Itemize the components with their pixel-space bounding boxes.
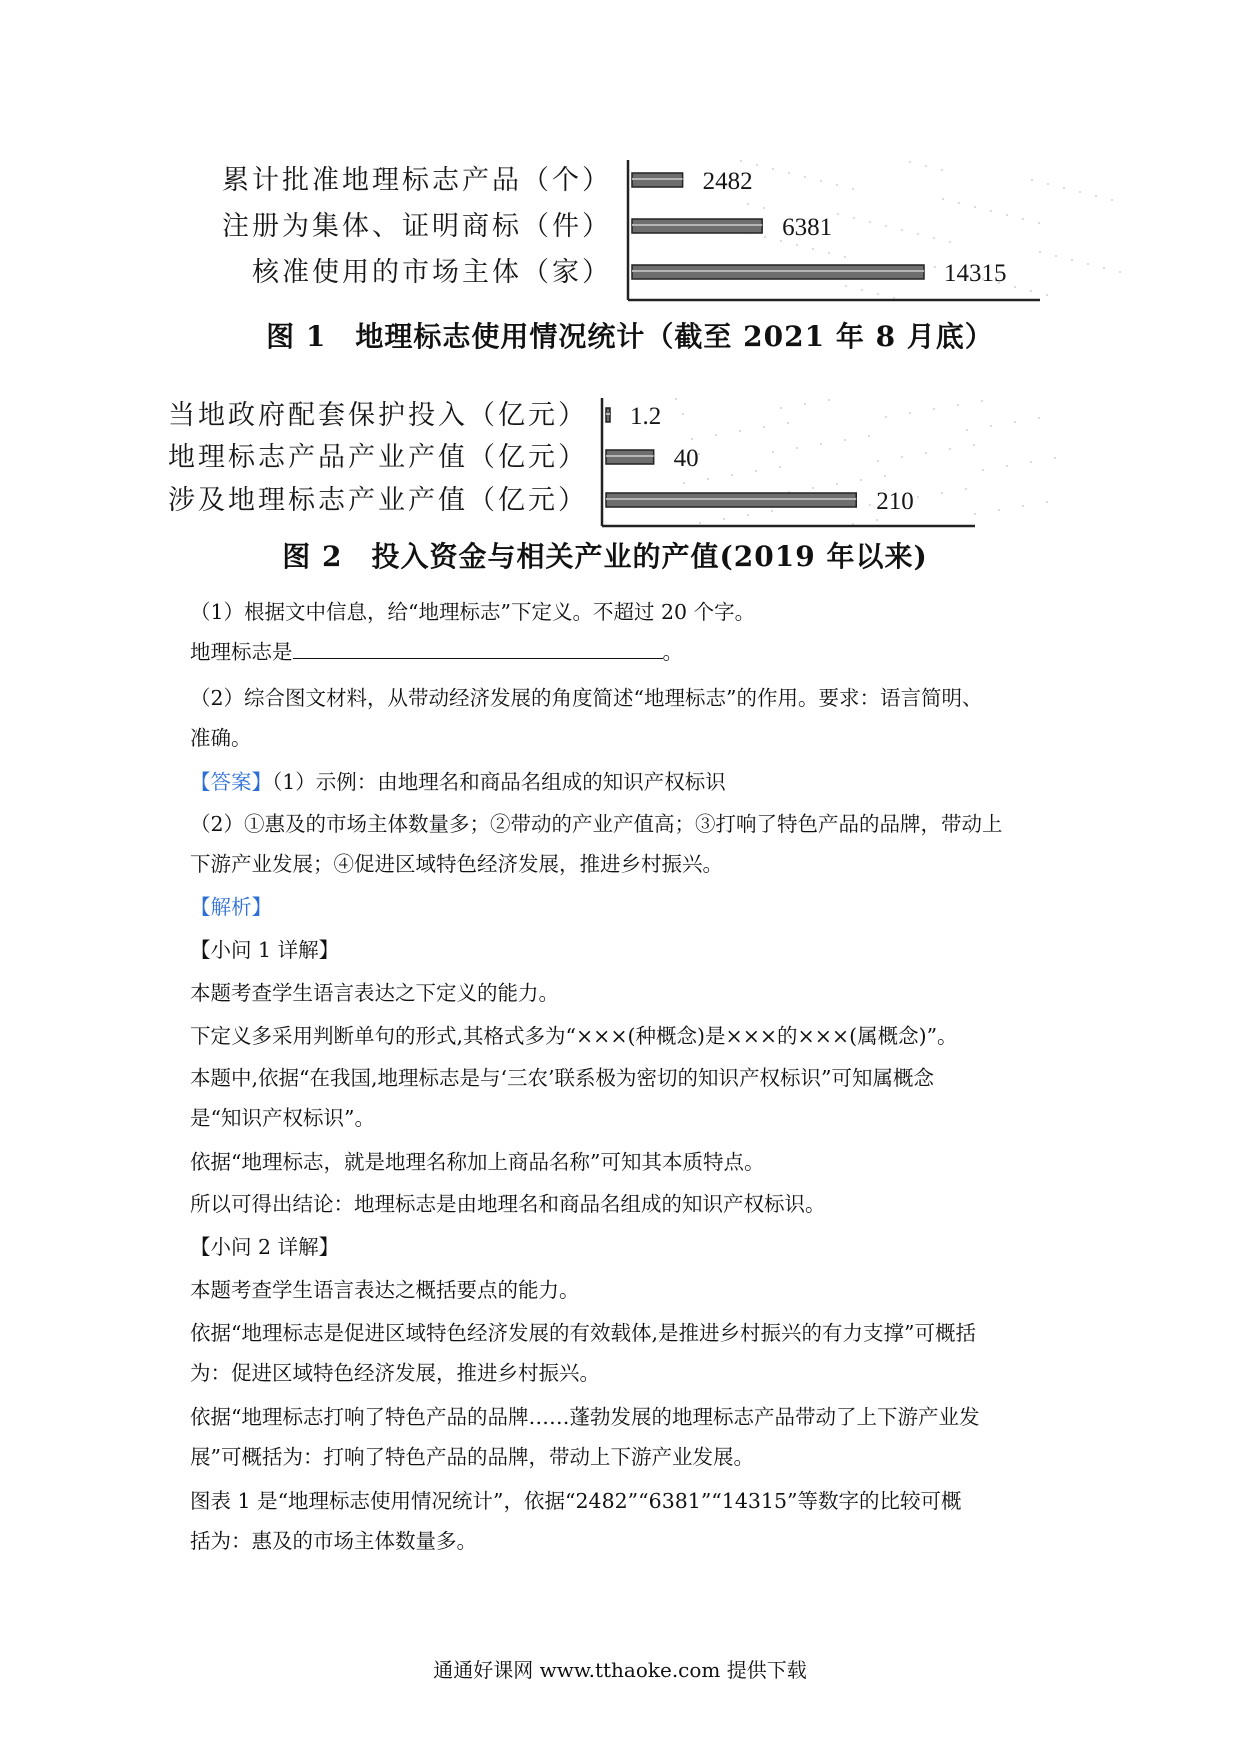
scan-speck bbox=[860, 479, 862, 481]
scan-speck bbox=[1038, 222, 1040, 224]
scan-speck bbox=[957, 404, 959, 406]
scan-speck bbox=[836, 483, 838, 485]
sub2-paragraph-4b: 括为：惠及的市场主体数量多。 bbox=[190, 1529, 477, 1553]
scan-speck bbox=[764, 236, 766, 238]
scan-speck bbox=[1054, 457, 1056, 459]
scan-speck bbox=[1006, 214, 1008, 216]
scan-speck bbox=[1022, 505, 1024, 507]
analysis-tag: 【解析】 bbox=[190, 895, 272, 919]
scan-speck bbox=[917, 496, 919, 498]
scan-speck bbox=[820, 443, 822, 445]
value-label: 14315 bbox=[943, 260, 1007, 287]
scan-speck bbox=[780, 407, 782, 409]
scan-speck bbox=[966, 429, 968, 431]
scan-speck bbox=[965, 488, 967, 490]
scan-speck bbox=[740, 160, 742, 162]
scan-speck bbox=[844, 256, 846, 258]
answer-blank bbox=[293, 638, 663, 659]
scan-speck bbox=[852, 188, 854, 190]
blank-prefix: 地理标志是 bbox=[190, 640, 293, 664]
category-label: 核准使用的市场主体（家） bbox=[252, 257, 612, 288]
scan-speck bbox=[796, 447, 798, 449]
figure-2 bbox=[0, 380, 1240, 580]
value-label: 210 bbox=[876, 488, 914, 515]
scan-speck bbox=[949, 241, 951, 243]
scan-speck bbox=[1030, 290, 1032, 292]
scan-speck bbox=[772, 451, 774, 453]
category-label: 累计批准地理标志产品（个） bbox=[222, 165, 612, 196]
scan-speck bbox=[756, 164, 758, 166]
scan-speck bbox=[901, 456, 903, 458]
scan-speck bbox=[828, 399, 830, 401]
sub1-paragraph-3b: 是“知识产权标识”。 bbox=[190, 1106, 375, 1130]
scan-speck bbox=[1031, 179, 1033, 181]
scan-speck bbox=[771, 510, 773, 512]
scan-speck bbox=[941, 169, 943, 171]
scan-speck bbox=[1039, 251, 1041, 253]
scan-speck bbox=[772, 168, 774, 170]
sub1-paragraph-2: 下定义多采用判断单句的形式,其格式多为“×××(种概念)是×××的×××(属概念)”。 bbox=[190, 1024, 958, 1048]
scan-speck bbox=[787, 422, 789, 424]
scan-speck bbox=[812, 248, 814, 250]
chart-2 bbox=[0, 380, 1240, 580]
scan-speck bbox=[981, 400, 983, 402]
scan-speck bbox=[1087, 263, 1089, 265]
question-1: （1）根据文中信息，给“地理标志”下定义。不超过 20 个字。 bbox=[190, 600, 756, 624]
category-label: 注册为集体、证明商标（件） bbox=[222, 211, 612, 242]
scan-speck bbox=[869, 504, 871, 506]
scan-speck bbox=[1119, 271, 1121, 273]
sub2-paragraph-2a: 依据“地理标志是促进区域特色经济发展的有效载体,是推进乡村振兴的有力支撑”可概括 bbox=[190, 1321, 976, 1345]
scan-speck bbox=[1079, 191, 1081, 193]
scan-speck bbox=[974, 206, 976, 208]
sub2-paragraph-3b: 展”可概括为：打响了特色产品的品牌，带动上下游产业发展。 bbox=[190, 1445, 754, 1469]
scan-speck bbox=[1071, 259, 1073, 261]
answer-tag: 【答案】 bbox=[190, 770, 272, 794]
scan-speck bbox=[1038, 417, 1040, 419]
sub1-paragraph-5: 所以可得出结论：地理标志是由地理名和商品名组成的知识产权标识。 bbox=[190, 1192, 826, 1216]
scan-speck bbox=[691, 438, 693, 440]
answer-2-line-1: （2）①惠及的市场主体数量多；②带动的产业产值高；③打响了特色产品的品牌，带动上 bbox=[190, 812, 1003, 836]
scan-speck bbox=[796, 244, 798, 246]
scan-speck bbox=[877, 460, 879, 462]
chart-1 bbox=[0, 140, 1240, 360]
scan-speck bbox=[683, 482, 685, 484]
sub2-paragraph-2b: 为：促进区域特色经济发展，推进乡村振兴。 bbox=[190, 1361, 600, 1385]
scan-speck bbox=[1095, 195, 1097, 197]
scan-speck bbox=[901, 229, 903, 231]
scan-speck bbox=[884, 475, 886, 477]
scan-speck bbox=[844, 439, 846, 441]
scan-speck bbox=[1047, 183, 1049, 185]
value-label: 6381 bbox=[782, 214, 833, 241]
scan-speck bbox=[990, 425, 992, 427]
scan-speck bbox=[731, 474, 733, 476]
scan-speck bbox=[845, 285, 847, 287]
scan-speck bbox=[675, 398, 677, 400]
sub1-paragraph-4: 依据“地理标志，就是地理名称加上商品名称”可知其本质特点。 bbox=[190, 1150, 765, 1174]
scan-speck bbox=[941, 492, 943, 494]
scan-speck bbox=[861, 289, 863, 291]
scan-speck bbox=[804, 176, 806, 178]
scan-speck bbox=[958, 202, 960, 204]
scan-speck bbox=[837, 213, 839, 215]
scan-speck bbox=[949, 448, 951, 450]
scan-speck bbox=[699, 522, 701, 524]
value-label: 40 bbox=[673, 445, 699, 472]
sub1-paragraph-3a: 本题中,依据“在我国,地理标志是与‘三农’联系极为密切的知识产权标识”可知属概念 bbox=[190, 1066, 935, 1090]
scan-speck bbox=[1006, 465, 1008, 467]
scan-speck bbox=[1046, 501, 1048, 503]
scan-speck bbox=[828, 252, 830, 254]
scan-speck bbox=[885, 416, 887, 418]
scan-speck bbox=[820, 180, 822, 182]
scan-speck bbox=[973, 444, 975, 446]
scan-speck bbox=[747, 203, 749, 205]
scan-speck bbox=[747, 514, 749, 516]
value-label: 1.2 bbox=[630, 403, 662, 430]
sub2-paragraph-4a: 图表 1 是“地理标志使用情况统计”，依据“2482”“6381”“14315”等数字的比较可概 bbox=[190, 1489, 962, 1513]
scan-speck bbox=[804, 403, 806, 405]
blank-suffix: 。 bbox=[662, 640, 683, 664]
scan-speck bbox=[1103, 267, 1105, 269]
scan-speck bbox=[982, 469, 984, 471]
scan-speck bbox=[909, 412, 911, 414]
value-label: 2482 bbox=[702, 168, 753, 195]
scan-speck bbox=[925, 452, 927, 454]
scan-speck bbox=[836, 184, 838, 186]
scan-speck bbox=[868, 435, 870, 437]
scan-speck bbox=[998, 509, 1000, 511]
scan-speck bbox=[853, 217, 855, 219]
scan-speck bbox=[1030, 461, 1032, 463]
scan-speck bbox=[877, 293, 879, 295]
sub-question-1-heading: 【小问 1 详解】 bbox=[190, 938, 340, 962]
scan-speck bbox=[934, 266, 936, 268]
scan-speck bbox=[739, 430, 741, 432]
scan-speck bbox=[812, 487, 814, 489]
scan-speck bbox=[925, 165, 927, 167]
scan-speck bbox=[1022, 218, 1024, 220]
scan-speck bbox=[1111, 199, 1113, 201]
question-1-blank-line bbox=[190, 638, 1060, 666]
scan-speck bbox=[885, 225, 887, 227]
scan-speck bbox=[1014, 286, 1016, 288]
scan-speck bbox=[788, 172, 790, 174]
scan-speck bbox=[1063, 187, 1065, 189]
scan-speck bbox=[942, 198, 944, 200]
category-label: 涉及地理标志产业产值（亿元） bbox=[168, 485, 588, 516]
scan-speck bbox=[852, 523, 854, 525]
scan-speck bbox=[917, 233, 919, 235]
category-label: 地理标志产品产业产值（亿元） bbox=[168, 442, 588, 473]
question-2-line-2: 准确。 bbox=[190, 726, 252, 750]
scan-speck bbox=[707, 478, 709, 480]
figure-1 bbox=[0, 140, 1240, 360]
scan-speck bbox=[990, 210, 992, 212]
category-label: 当地政府配套保护投入（亿元） bbox=[168, 400, 588, 431]
scan-speck bbox=[723, 518, 725, 520]
scan-speck bbox=[779, 466, 781, 468]
scan-speck bbox=[933, 408, 935, 410]
sub2-paragraph-3a: 依据“地理标志打响了特色产品的品牌……蓬勃发展的地理标志产品带动了上下游产业发 bbox=[190, 1405, 980, 1429]
scan-speck bbox=[763, 426, 765, 428]
scan-speck bbox=[933, 237, 935, 239]
scan-speck bbox=[755, 470, 757, 472]
sub1-paragraph-1: 本题考查学生语言表达之下定义的能力。 bbox=[190, 981, 559, 1005]
scan-speck bbox=[909, 161, 911, 163]
sub-question-2-heading: 【小问 2 详解】 bbox=[190, 1235, 340, 1259]
answer-1: （1）示例：由地理名和商品名组成的知识产权标识 bbox=[272, 770, 726, 794]
scan-speck bbox=[893, 297, 895, 299]
sub2-paragraph-1: 本题考查学生语言表达之概括要点的能力。 bbox=[190, 1278, 580, 1302]
scan-speck bbox=[876, 519, 878, 521]
figure-caption: 图 2 投入资金与相关产业的产值(2019 年以来) bbox=[282, 540, 928, 573]
page-footer: 通通好课网 www.tthaoke.com 提供下载 bbox=[433, 1658, 807, 1682]
scan-speck bbox=[869, 221, 871, 223]
question-2-line-1: （2）综合图文材料，从带动经济发展的角度简述“地理标志”的作用。要求：语言简明、 bbox=[190, 686, 983, 710]
scan-speck bbox=[763, 207, 765, 209]
scan-speck bbox=[1046, 294, 1048, 296]
answer-2-line-2: 下游产业发展；④促进区域特色经济发展，推进乡村振兴。 bbox=[190, 852, 723, 876]
figure-caption: 图 1 地理标志使用情况统计（截至 2021 年 8 月底） bbox=[266, 320, 994, 353]
scan-speck bbox=[682, 413, 684, 415]
scan-speck bbox=[1014, 421, 1016, 423]
scan-speck bbox=[715, 434, 717, 436]
scan-speck bbox=[1055, 255, 1057, 257]
scan-speck bbox=[974, 513, 976, 515]
answer-line-1 bbox=[190, 768, 1060, 796]
